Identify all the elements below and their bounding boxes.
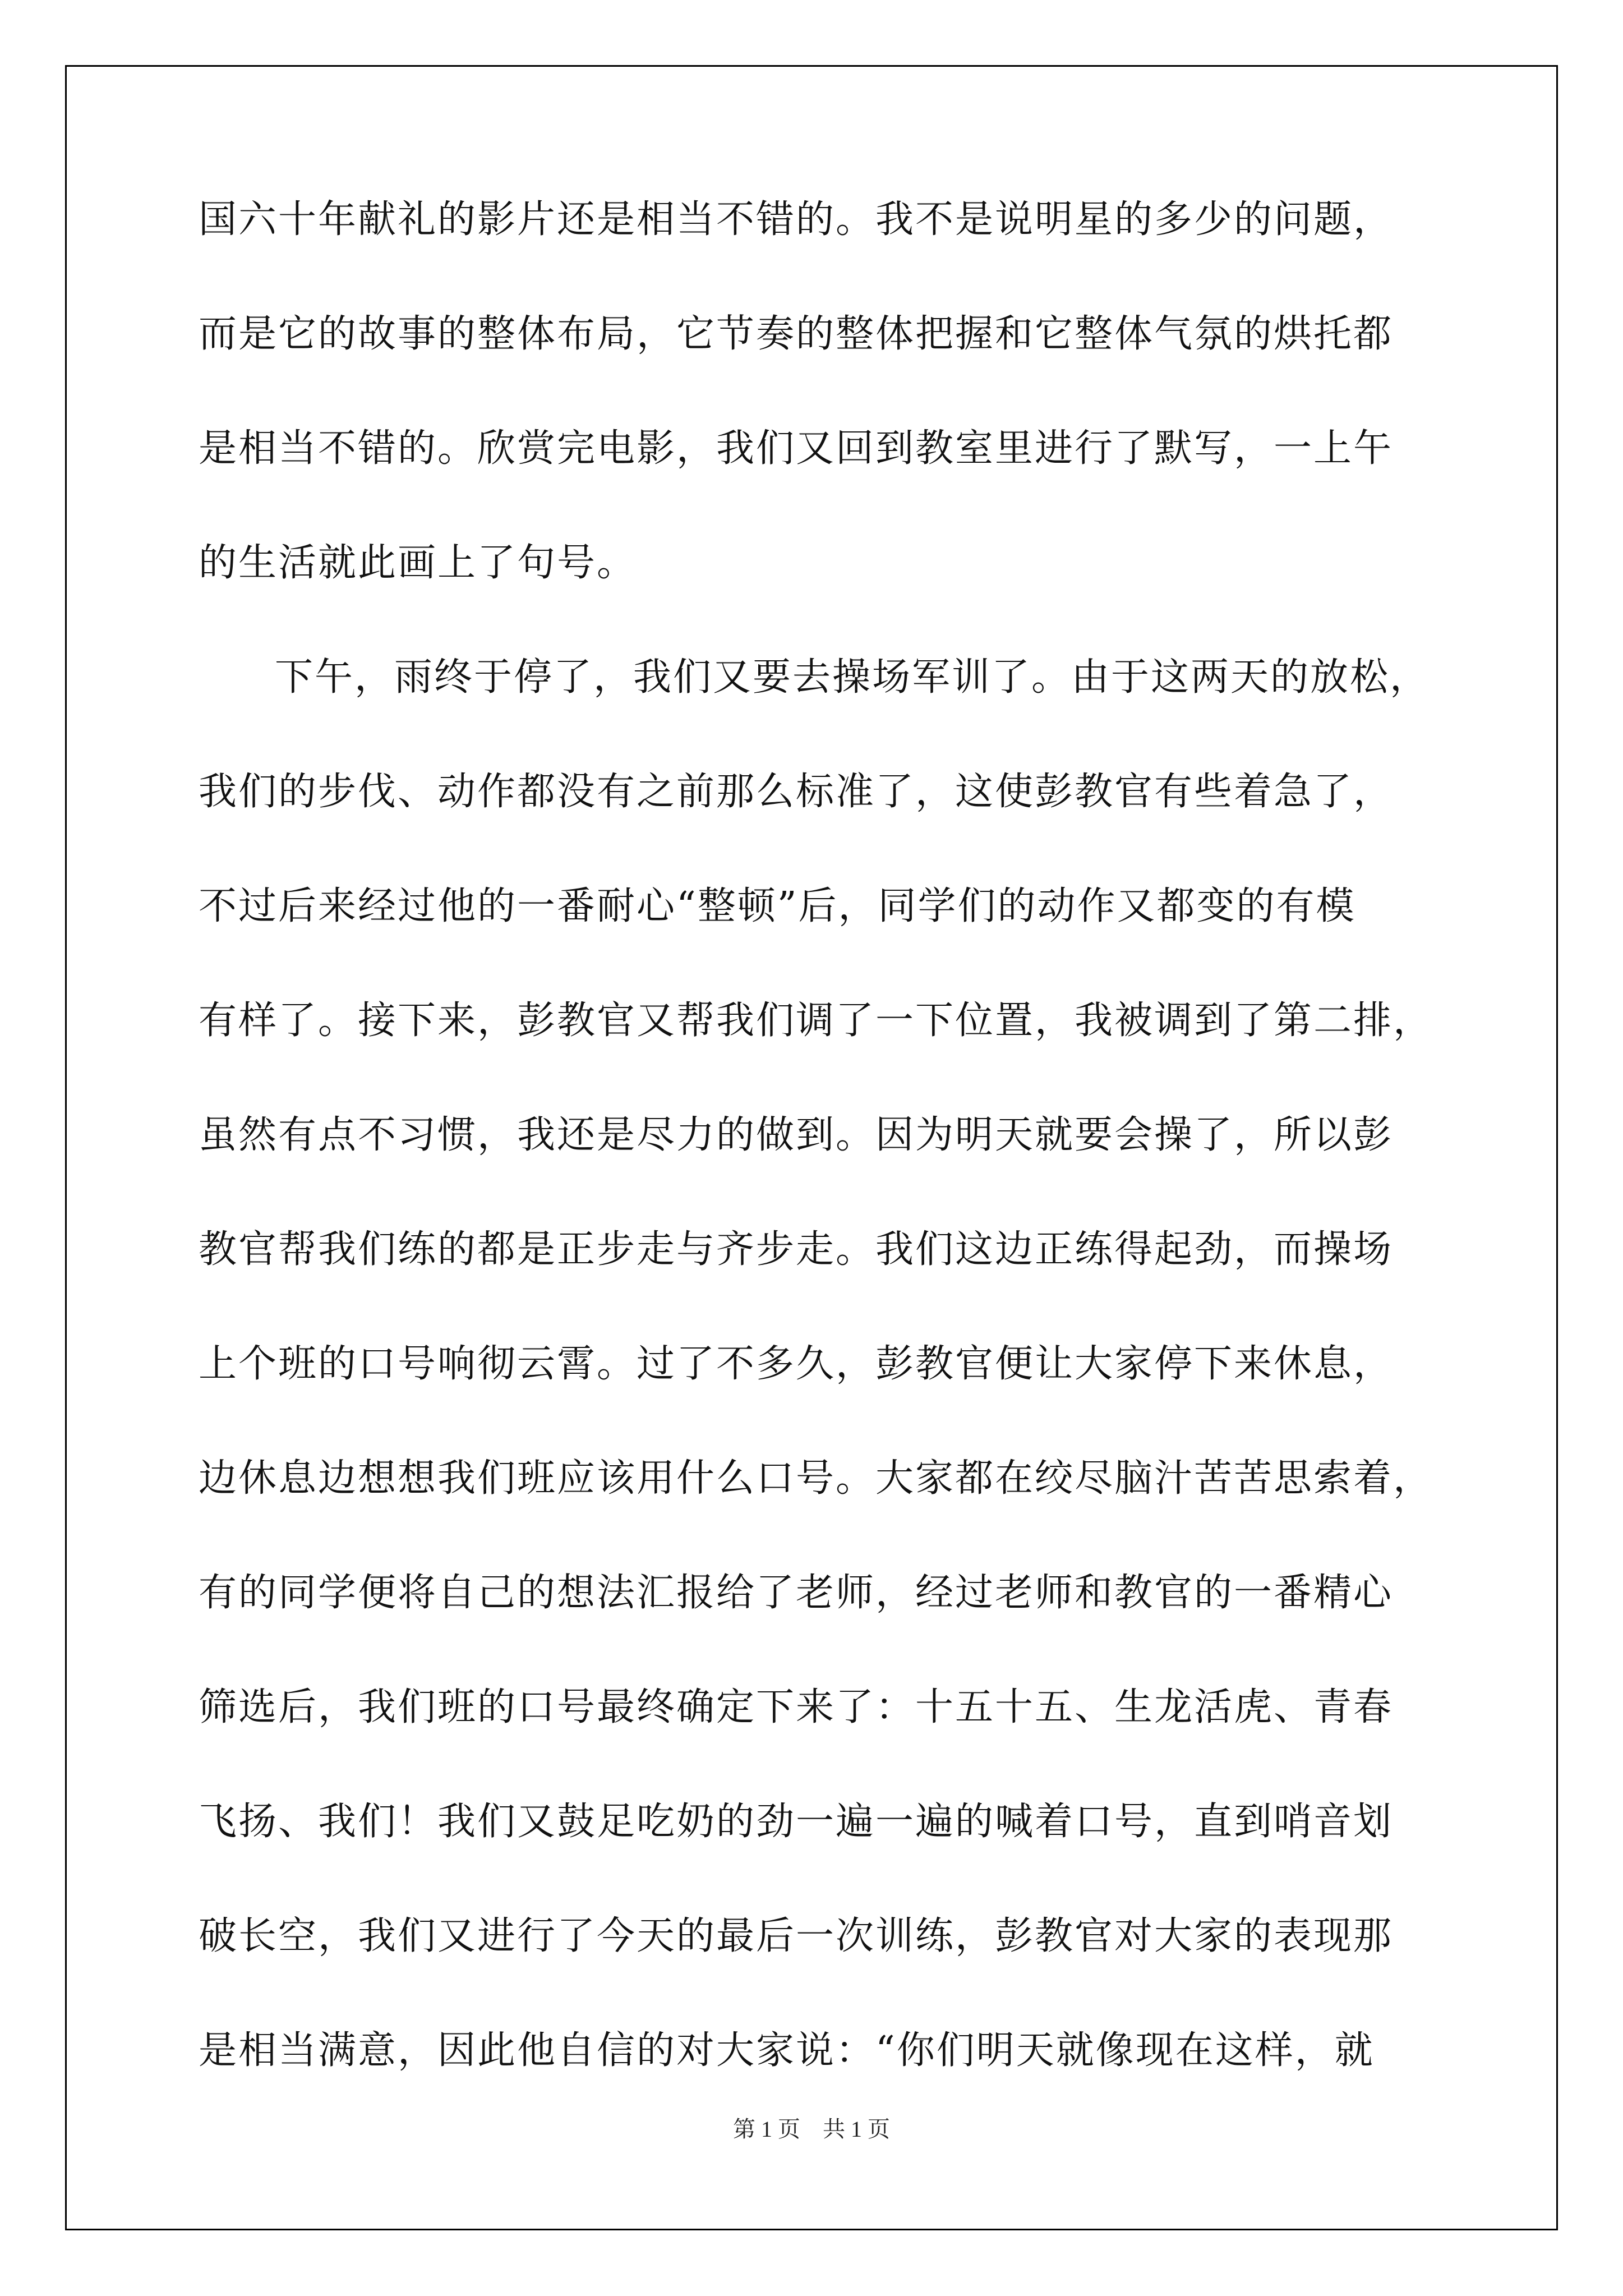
text-line: 国六十年献礼的影片还是相当不错的。我不是说明星的多少的问题，	[199, 197, 1394, 242]
text-line: 破长空，我们又进行了今天的最后一次训练，彭教官对大家的表现那	[199, 1914, 1394, 1958]
text-line: 是相当满意，因此他自信的对大家说：“你们明天就像现在这样，就	[199, 2028, 1375, 2073]
text-line: 是相当不错的。欣赏完电影，我们又回到教室里进行了默写，一上午	[199, 426, 1394, 471]
page-footer	[0, 2118, 1623, 2141]
page-total: 共 1 页	[823, 2116, 890, 2142]
text-line: 筛选后，我们班的口号最终确定下来了：十五十五、生龙活虎、青春	[199, 1685, 1394, 1729]
text-line: 我们的步伐、动作都没有之前那么标准了，这使彭教官有些着急了，	[199, 770, 1394, 814]
paragraph-start-line: 下午，雨终于停了，我们又要去操场军训了。由于这两天的放松，	[275, 655, 1430, 700]
text-line: 上个班的口号响彻云霄。过了不多久，彭教官便让大家停下来休息，	[199, 1342, 1394, 1386]
text-line: 教官帮我们练的都是正步走与齐步走。我们这边正练得起劲，而操场	[199, 1227, 1394, 1272]
text-line: 虽然有点不习惯，我还是尽力的做到。因为明天就要会操了，所以彭	[199, 1113, 1394, 1157]
page-number: 第 1 页	[733, 2116, 800, 2142]
text-line: 的生活就此画上了句号。	[199, 541, 637, 585]
text-line: 飞扬、我们！我们又鼓足吃奶的劲一遍一遍的喊着口号，直到哨音划	[199, 1800, 1394, 1844]
text-line: 有的同学便将自己的想法汇报给了老师，经过老师和教官的一番精心	[199, 1571, 1394, 1615]
text-line: 而是它的故事的整体布局，它节奏的整体把握和它整体气氛的烘托都	[199, 312, 1394, 356]
text-line: 边休息边想想我们班应该用什么口号。大家都在绞尽脑汁苦苦思索着，	[199, 1456, 1433, 1501]
text-line: 有样了。接下来，彭教官又帮我们调了一下位置，我被调到了第二排，	[199, 999, 1433, 1043]
text-line: 不过后来经过他的一番耐心“整顿”后，同学们的动作又都变的有模	[199, 884, 1356, 928]
